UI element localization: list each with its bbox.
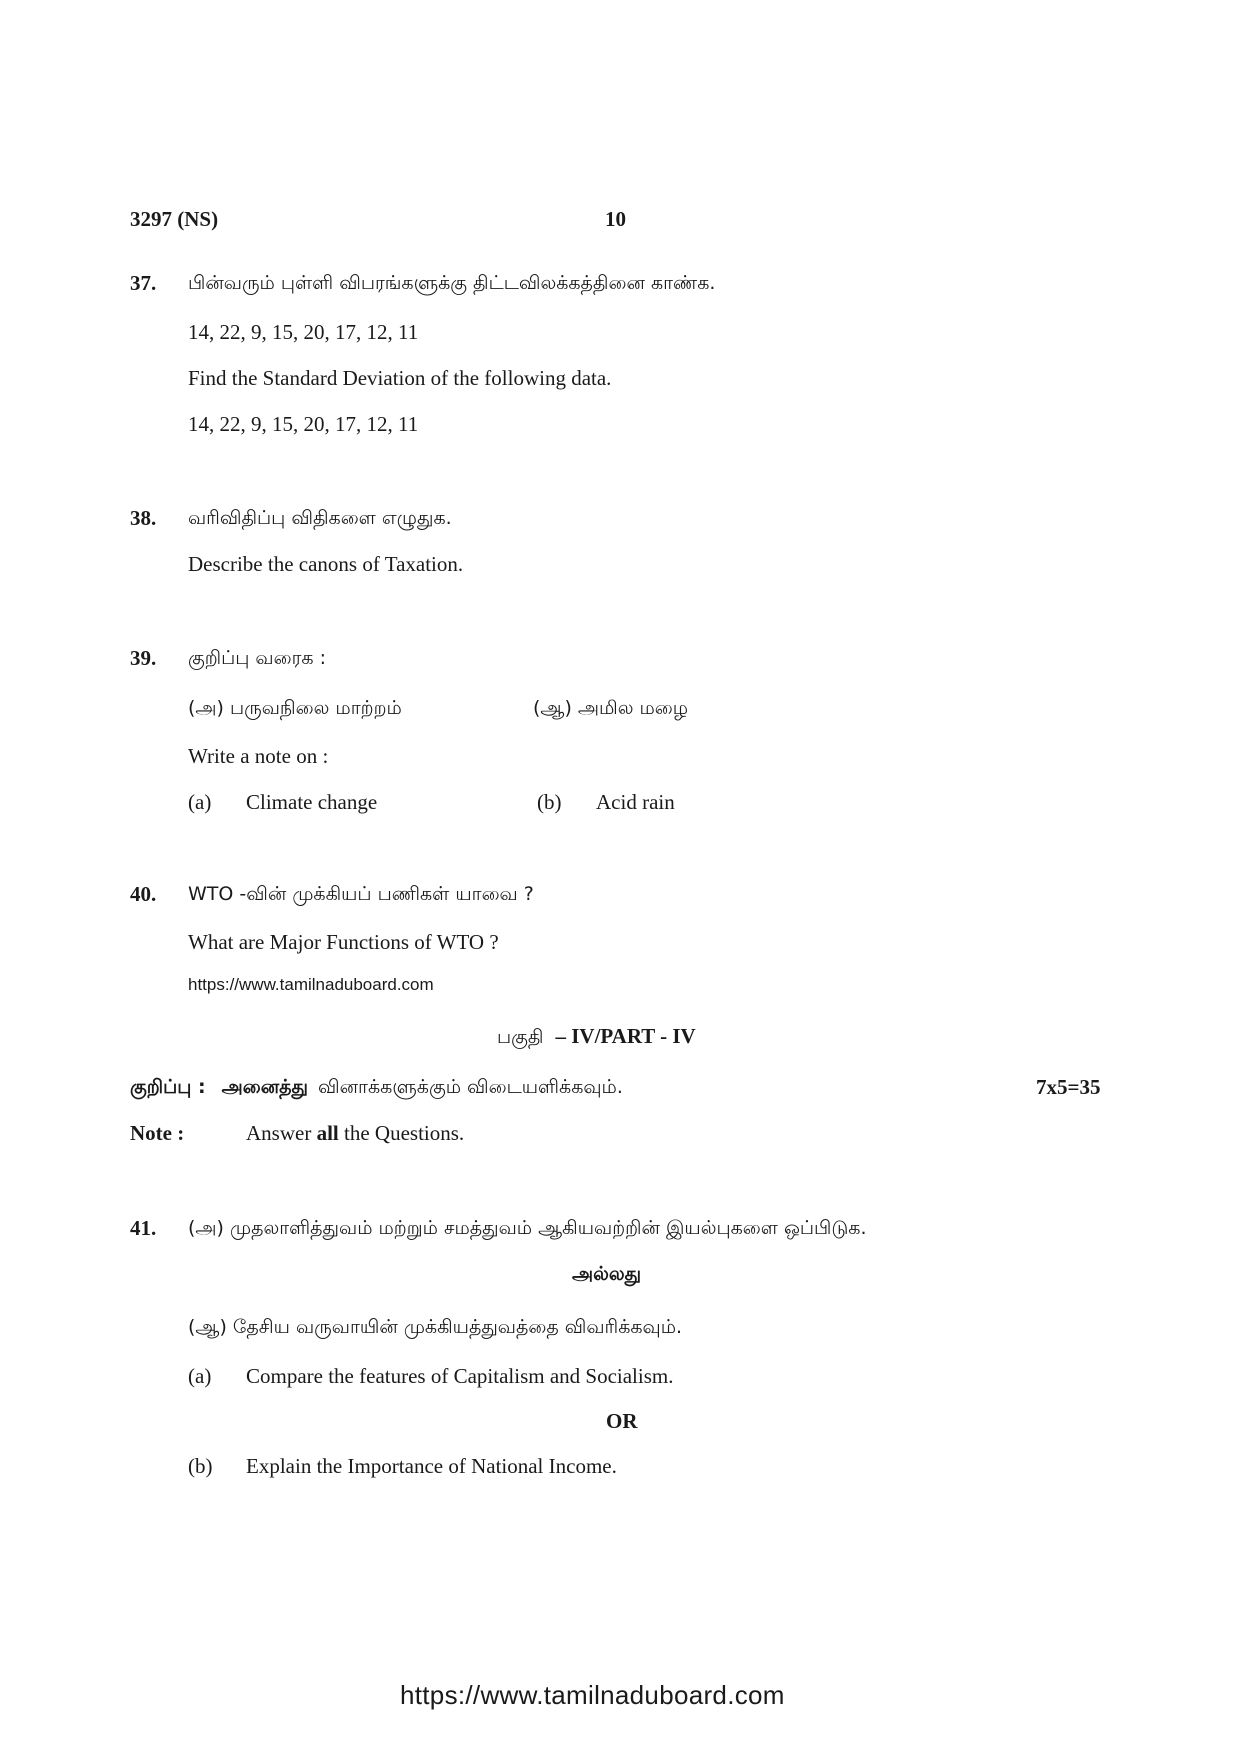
question-text-english: Write a note on : [188,744,329,768]
note-emphasis: அனைத்து [221,1076,308,1098]
option-a-label: (a) [188,790,212,814]
question-number: 37. [130,271,157,295]
option-b-label: (b) [188,1454,213,1478]
question-text-tamil: வரிவிதிப்பு விதிகளை எழுதுக. [188,507,452,529]
option-a-tamil: (அ) பருவநிலை மாற்றம் [188,697,402,719]
note-label: Note : [130,1121,185,1145]
exam-code: 3297 (NS) [130,207,219,231]
note-emphasis: all [316,1121,339,1145]
option-b-label: (b) [537,790,562,814]
watermark-url: https://www.tamilnaduboard.com [188,975,434,994]
footer-url[interactable]: https://www.tamilnaduboard.com [400,1680,785,1710]
question-text-tamil: WTO -வின் முக்கியப் பணிகள் யாவை ? [188,883,534,905]
note-english [246,1121,464,1146]
or-english: OR [606,1409,638,1433]
note-text: Answer [246,1121,312,1145]
marks-allocation: 7x5=35 [1036,1075,1101,1099]
part-title-tamil: பகுதி [497,1026,544,1048]
question-number: 38. [130,506,157,530]
question-text-tamil: பின்வரும் புள்ளி விபரங்களுக்கு திட்டவிலக்கத்தினை காண்க. [188,272,716,294]
or-tamil: அல்லது [572,1263,642,1285]
option-b-tamil: (ஆ) அமில மழை [533,697,689,719]
option-b-tamil: (ஆ) தேசிய வருவாயின் முக்கியத்துவத்தை விவரிக்கவும். [188,1316,683,1338]
question-text-english: Find the Standard Deviation of the following data. [188,366,612,390]
data-values: 14, 22, 9, 15, 20, 17, 12, 11 [188,412,419,436]
part-title-english: – IV/PART - IV [555,1024,696,1048]
question-text-english: Describe the canons of Taxation. [188,552,464,576]
part-heading [497,1024,696,1051]
option-a-label: (a) [188,1364,212,1388]
note-label: குறிப்பு : [130,1076,206,1098]
question-number: 39. [130,646,157,670]
page-number: 10 [605,207,626,231]
note-text: the Questions. [344,1121,465,1145]
option-a-tamil: (அ) முதலாளித்துவம் மற்றும் சமத்துவம் ஆகியவற்றின் இயல்புகளை ஒப்பிடுக. [188,1217,867,1239]
question-number: 40. [130,882,157,906]
note-text: வினாக்களுக்கும் விடையளிக்கவும். [318,1076,623,1098]
option-b-text: Acid rain [596,790,675,814]
option-b-text: Explain the Importance of National Income. [246,1454,617,1478]
question-text-english: What are Major Functions of WTO ? [188,930,499,954]
note-tamil [130,1076,623,1101]
option-a-text: Compare the features of Capitalism and Socialism. [246,1364,674,1388]
option-a-text: Climate change [246,790,378,814]
question-number: 41. [130,1216,157,1240]
data-values: 14, 22, 9, 15, 20, 17, 12, 11 [188,320,419,344]
question-text-tamil: குறிப்பு வரைக : [188,647,327,669]
